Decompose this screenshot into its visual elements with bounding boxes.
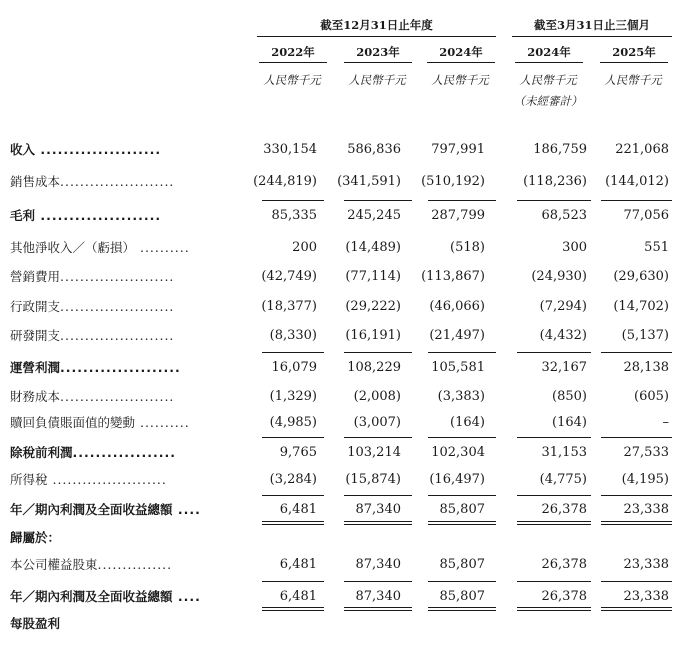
cell-value: (4,195)	[621, 472, 669, 487]
subtotal-rule	[601, 581, 672, 582]
subtotal-rule	[428, 495, 496, 496]
row-label-text: 財務成本	[10, 389, 61, 404]
row-label-text: 毛利	[10, 208, 36, 223]
cell-value: (8,330)	[269, 328, 317, 343]
row-label	[10, 238, 260, 258]
cell-value: 186,759	[533, 142, 587, 157]
header-group-rule	[257, 36, 496, 37]
year-header-2023: 2023年	[356, 45, 400, 59]
total-double-rule	[428, 524, 496, 525]
row-label-text: 營銷費用	[10, 269, 61, 284]
cell-value: (16,497)	[429, 472, 485, 487]
row-label-text: 贖回負債賬面值的變動	[10, 415, 136, 430]
subtotal-rule	[517, 495, 591, 496]
cell-value: (3,284)	[269, 472, 317, 487]
total-double-rule	[262, 524, 324, 525]
table-row	[0, 140, 678, 162]
cell-value: (46,066)	[429, 299, 485, 314]
cell-value: 6,481	[279, 502, 317, 517]
cell-value: (164)	[450, 415, 485, 430]
cell-value: (4,432)	[539, 328, 587, 343]
cell-value: 9,765	[279, 445, 317, 460]
row-label	[10, 267, 260, 287]
row-label	[10, 470, 260, 490]
row-label-text: 行政開支	[10, 299, 61, 314]
subtotal-rule	[601, 352, 672, 353]
subtotal-rule	[517, 352, 591, 353]
cell-value: (7,294)	[539, 299, 587, 314]
subtotal-rule	[428, 352, 496, 353]
cell-value: (21,497)	[429, 328, 485, 343]
cell-value: 287,799	[431, 208, 485, 223]
cell-value: 85,807	[439, 589, 485, 604]
subtotal-rule	[344, 352, 412, 353]
cell-value: 16,079	[271, 360, 317, 375]
row-label	[10, 326, 260, 346]
total-double-rule	[428, 610, 496, 611]
subtotal-rule	[517, 581, 591, 582]
table-row	[0, 528, 678, 550]
table-row	[0, 555, 678, 577]
leader-dots: ...............	[97, 557, 173, 572]
cell-value: 85,335	[271, 208, 317, 223]
row-label	[10, 443, 260, 463]
year-header-2022: 2022年	[271, 45, 315, 59]
leader-dots: ..........	[135, 415, 190, 430]
total-double-rule	[601, 524, 672, 525]
cell-value: 551	[644, 240, 669, 255]
year-rule	[259, 62, 327, 63]
total-double-rule	[344, 607, 412, 608]
cell-value: (244,819)	[253, 174, 317, 189]
cell-value: 27,533	[623, 445, 669, 460]
subtotal-rule	[344, 495, 412, 496]
total-double-rule	[517, 524, 591, 525]
cell-value: 87,340	[355, 502, 401, 517]
cell-value: 300	[562, 240, 587, 255]
cell-value: (18,377)	[261, 299, 317, 314]
table-row	[0, 387, 678, 409]
cell-value: (15,874)	[345, 472, 401, 487]
leader-dots: .......................	[60, 389, 175, 404]
unaudited-label: （未經審計）	[513, 94, 583, 108]
row-label-text: 年／期內利潤及全面收益總額	[10, 502, 173, 517]
total-double-rule	[344, 521, 412, 522]
subtotal-rule	[344, 581, 412, 582]
unit-label: 人民幣千元	[519, 73, 577, 87]
row-label	[10, 140, 260, 160]
cell-value: (4,775)	[539, 472, 587, 487]
subtotal-rule	[262, 200, 324, 201]
row-label-text: 收入	[10, 142, 36, 157]
cell-value: 105,581	[431, 360, 485, 375]
cell-value: (29,222)	[345, 299, 401, 314]
table-row	[0, 614, 678, 636]
cell-value: (2,008)	[353, 389, 401, 404]
row-label-text: 每股盈利	[10, 616, 61, 631]
table-row	[0, 413, 678, 435]
table-row	[0, 470, 678, 492]
cell-value: 23,338	[623, 589, 669, 604]
cell-value: 26,378	[541, 557, 587, 572]
total-double-rule	[262, 607, 324, 608]
cell-value: (164)	[552, 415, 587, 430]
total-double-rule	[344, 524, 412, 525]
cell-value: 6,481	[279, 589, 317, 604]
row-label-text: 年／期內利潤及全面收益總額	[10, 589, 173, 604]
row-label	[10, 528, 260, 548]
cell-value: 797,991	[431, 142, 485, 157]
cell-value: (118,236)	[523, 174, 587, 189]
cell-value: (113,867)	[421, 269, 485, 284]
header-group-rule	[512, 36, 672, 37]
leader-dots: ....	[172, 589, 201, 604]
subtotal-rule	[428, 437, 496, 438]
cell-value: (4,985)	[269, 415, 317, 430]
year-header-2025-q1: 2025年	[612, 45, 656, 59]
cell-value: (144,012)	[605, 174, 669, 189]
subtotal-rule	[517, 437, 591, 438]
cell-value: 200	[292, 240, 317, 255]
table-row	[0, 267, 678, 289]
leader-dots: .......................	[60, 299, 175, 314]
unit-label: 人民幣千元	[604, 73, 662, 87]
header-group-fiscal-year: 截至12月31日止年度	[320, 18, 433, 32]
row-label	[10, 297, 260, 317]
row-label-text: 銷售成本	[10, 174, 61, 189]
row-label	[10, 587, 260, 607]
cell-value: 32,167	[541, 360, 587, 375]
cell-value: 330,154	[263, 142, 317, 157]
table-row	[0, 443, 678, 465]
row-label	[10, 500, 260, 520]
table-row	[0, 587, 678, 609]
cell-value: (24,930)	[531, 269, 587, 284]
leader-dots: .....................	[35, 208, 162, 223]
year-rule	[515, 62, 583, 63]
table-row	[0, 206, 678, 228]
total-double-rule	[601, 610, 672, 611]
cell-value: 108,229	[347, 360, 401, 375]
year-rule	[344, 62, 412, 63]
cell-value: (14,702)	[613, 299, 669, 314]
total-double-rule	[517, 521, 591, 522]
subtotal-rule	[262, 437, 324, 438]
leader-dots: .......................	[60, 174, 175, 189]
cell-value: 31,153	[541, 445, 587, 460]
subtotal-rule	[517, 200, 591, 201]
row-label	[10, 413, 260, 433]
table-row	[0, 172, 678, 194]
cell-value: 586,836	[347, 142, 401, 157]
leader-dots: .....................	[35, 142, 162, 157]
cell-value: (16,191)	[345, 328, 401, 343]
year-header-2024-q1: 2024年	[527, 45, 571, 59]
total-double-rule	[428, 607, 496, 608]
cell-value: 23,338	[623, 502, 669, 517]
row-label	[10, 172, 260, 192]
subtotal-rule	[601, 437, 672, 438]
row-label-text: 運營利潤	[10, 360, 61, 375]
cell-value: 85,807	[439, 502, 485, 517]
table-row	[0, 358, 678, 380]
subtotal-rule	[428, 581, 496, 582]
cell-value: (29,630)	[613, 269, 669, 284]
subtotal-rule	[262, 495, 324, 496]
unit-label: 人民幣千元	[263, 73, 321, 87]
cell-value: 87,340	[355, 589, 401, 604]
cell-value: (5,137)	[621, 328, 669, 343]
subtotal-rule	[344, 200, 412, 201]
total-double-rule	[517, 610, 591, 611]
cell-value: 77,056	[623, 208, 669, 223]
cell-value: (42,749)	[261, 269, 317, 284]
leader-dots: .......................	[47, 472, 167, 487]
subtotal-rule	[428, 200, 496, 201]
row-label	[10, 555, 260, 575]
row-label-text: 本公司權益股東	[10, 557, 98, 572]
cell-value: (1,329)	[269, 389, 317, 404]
cell-value: (510,192)	[421, 174, 485, 189]
cell-value: (77,114)	[345, 269, 401, 284]
cell-value: (3,007)	[353, 415, 401, 430]
row-label-text: 研發開支	[10, 328, 61, 343]
cell-value: 85,807	[439, 557, 485, 572]
total-double-rule	[262, 610, 324, 611]
leader-dots: .......................	[60, 328, 175, 343]
cell-value: 87,340	[355, 557, 401, 572]
cell-value: (341,591)	[337, 174, 401, 189]
cell-value: 221,068	[615, 142, 669, 157]
subtotal-rule	[344, 437, 412, 438]
total-double-rule	[601, 607, 672, 608]
unit-label: 人民幣千元	[431, 73, 489, 87]
total-double-rule	[428, 521, 496, 522]
row-label-text: 除稅前利潤	[10, 445, 73, 460]
row-label	[10, 387, 260, 407]
row-label	[10, 206, 260, 226]
cell-value: 26,378	[541, 502, 587, 517]
cell-value: (605)	[634, 389, 669, 404]
total-double-rule	[344, 610, 412, 611]
table-row	[0, 326, 678, 348]
leader-dots: ..................	[72, 445, 176, 460]
leader-dots: ..........	[135, 240, 190, 255]
cell-value: (518)	[450, 240, 485, 255]
subtotal-rule	[601, 495, 672, 496]
subtotal-rule	[262, 581, 324, 582]
table-row	[0, 238, 678, 260]
leader-dots: ....	[172, 502, 201, 517]
cell-value: 23,338	[623, 557, 669, 572]
year-rule	[600, 62, 668, 63]
leader-dots: .....................	[60, 360, 181, 375]
subtotal-rule	[601, 200, 672, 201]
cell-value: (14,489)	[345, 240, 401, 255]
year-rule	[427, 62, 495, 63]
row-label	[10, 614, 260, 634]
row-label-text: 其他淨收入／（虧損）	[10, 240, 136, 255]
row-label-text: 歸屬於：	[10, 530, 61, 545]
cell-value: 26,378	[541, 589, 587, 604]
subtotal-rule	[262, 352, 324, 353]
cell-value: 102,304	[431, 445, 485, 460]
cell-value: 245,245	[347, 208, 401, 223]
leader-dots: .......................	[60, 269, 175, 284]
row-label-text: 所得稅	[10, 472, 48, 487]
cell-value: 68,523	[541, 208, 587, 223]
year-header-2024: 2024年	[439, 45, 483, 59]
total-double-rule	[517, 607, 591, 608]
cell-value: 28,138	[623, 360, 669, 375]
cell-value: (850)	[552, 389, 587, 404]
unit-label: 人民幣千元	[348, 73, 406, 87]
total-double-rule	[262, 521, 324, 522]
table-row	[0, 500, 678, 522]
header-group-three-months: 截至3月31日止三個月	[533, 18, 650, 32]
cell-value: (3,383)	[437, 389, 485, 404]
cell-value: 6,481	[279, 557, 317, 572]
table-row	[0, 297, 678, 319]
row-label	[10, 358, 260, 378]
total-double-rule	[601, 521, 672, 522]
cell-value: –	[662, 415, 669, 430]
cell-value: 103,214	[347, 445, 401, 460]
